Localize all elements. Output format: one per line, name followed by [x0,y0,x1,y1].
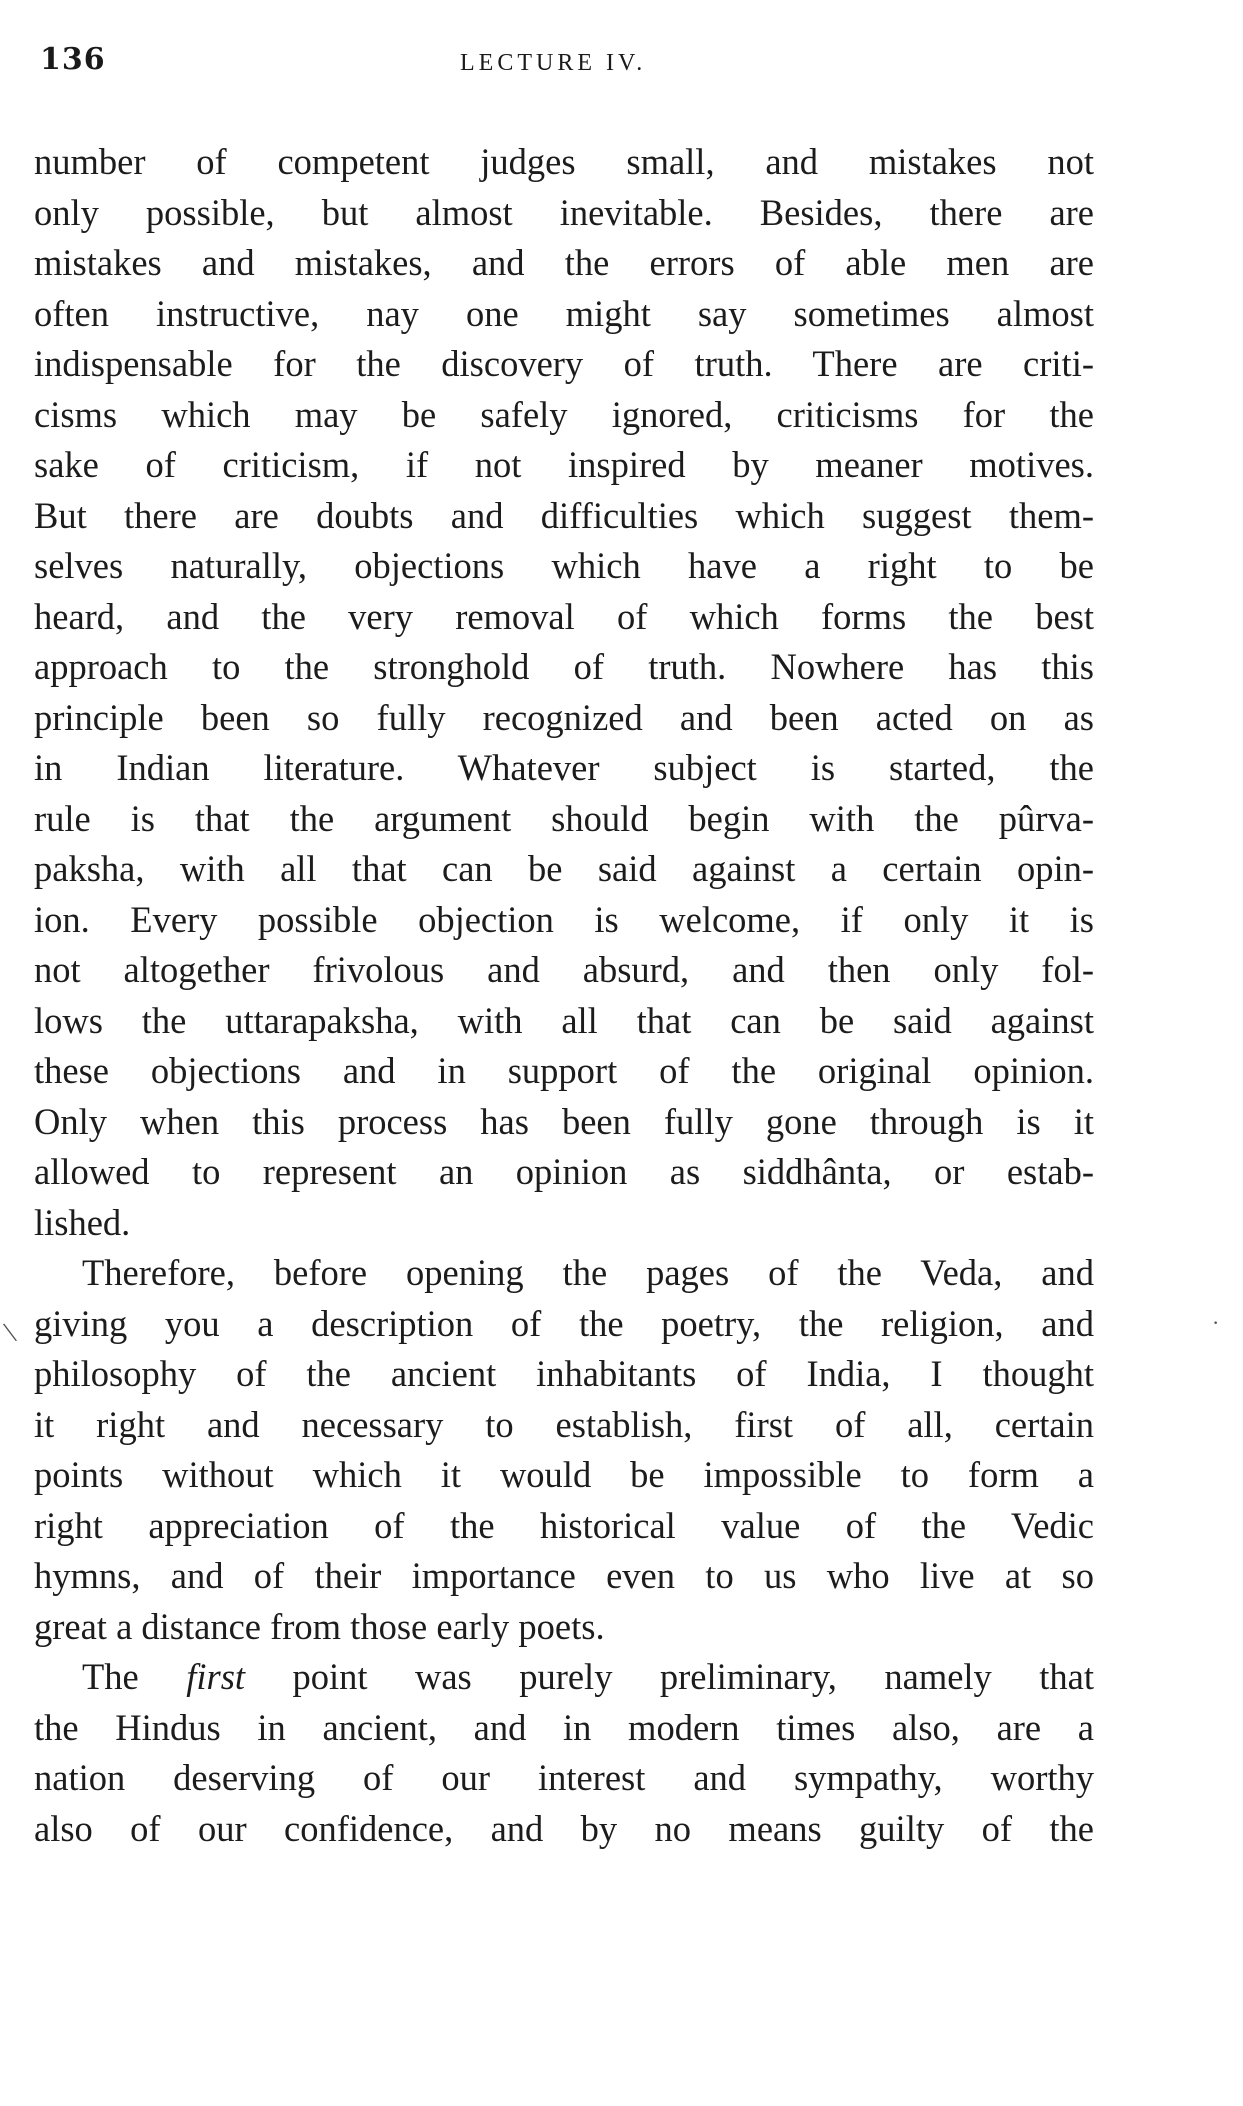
text-line: often instructive, nay one might say sometimes almost [34,292,1094,334]
text-line: paksha, with all that can be said against a certain opin- [34,848,1094,889]
text-line: these objections and in support of the original opinion. [34,1050,1094,1091]
text-line: philosophy of the ancient inhabitants of India, I thought [34,1353,1094,1394]
text-line: cisms which may be safely ignored, criticisms for the [34,393,1094,435]
text-line: great a distance from those early poets. [34,1605,605,1647]
text-line: it right and necessary to establish, first of all, certain [34,1403,1094,1445]
text-line: mistakes and mistakes, and the errors of able men are [34,242,1094,283]
page-number: 136 [40,42,106,77]
text-line: only possible, but almost inevitable. Besides, there are [34,191,1094,233]
text-line: ion. Every possible objection is welcome, if only it is [34,898,1094,940]
text-line: sake of criticism, if not inspired by meaner motives. [34,444,1094,485]
running-head [40,42,1090,86]
text-line: also of our confidence, and by no means guilty of the [34,1807,1094,1849]
emphasis-word: first [186,1656,246,1697]
text-line: But there are doubts and difficulties which suggest them- [34,494,1094,536]
text-line: lished. [34,1201,131,1243]
text-line: rule is that the argument should begin with the pûrva- [34,797,1094,839]
text-line: nation deserving of our interest and sympathy, worthy [34,1757,1094,1798]
text-line: selves naturally, objections which have a right to be [34,545,1094,586]
margin-dot-mark: · [1212,1310,1220,1335]
text-line: right appreciation of the historical value of the Vedic [34,1504,1094,1546]
text-line: number of competent judges small, and mistakes not [34,141,1094,182]
text-line: approach to the stronghold of truth. Nowhere has this [34,646,1094,687]
text-line: in Indian literature. Whatever subject is started, the [34,747,1094,788]
text-line: Only when this process has been fully gone through is it [34,1100,1094,1142]
margin-pencil-mark: \ [0,1315,20,1350]
text-run: point was purely preliminary, namely that [245,1656,1094,1697]
text-line: hymns, and of their importance even to us who live at so [34,1555,1094,1596]
text-line: not altogether frivolous and absurd, and then only fol- [34,949,1094,990]
text-line: principle been so fully recognized and been acted on as [34,696,1094,738]
text-line: giving you a description of the poetry, the religion, and [34,1302,1094,1344]
text-line: the Hindus in ancient, and in modern times also, are a [34,1706,1094,1748]
body-text [34,137,1094,1854]
text-line: Therefore, before opening the pages of the Veda, and [82,1252,1094,1293]
text-line: lows the uttarapaksha, with all that can be said against [34,999,1094,1041]
text-line: points without which it would be impossible to form a [34,1454,1094,1495]
text-line: heard, and the very removal of which forms the best [34,595,1094,637]
text-run: The [82,1656,187,1697]
running-head-title: LECTURE IV. [460,50,647,76]
text-line [34,1652,1094,1703]
text-line: allowed to represent an opinion as siddhânta, or estab- [34,1151,1094,1192]
text-line: indispensable for the discovery of truth. There are criti- [34,343,1094,384]
